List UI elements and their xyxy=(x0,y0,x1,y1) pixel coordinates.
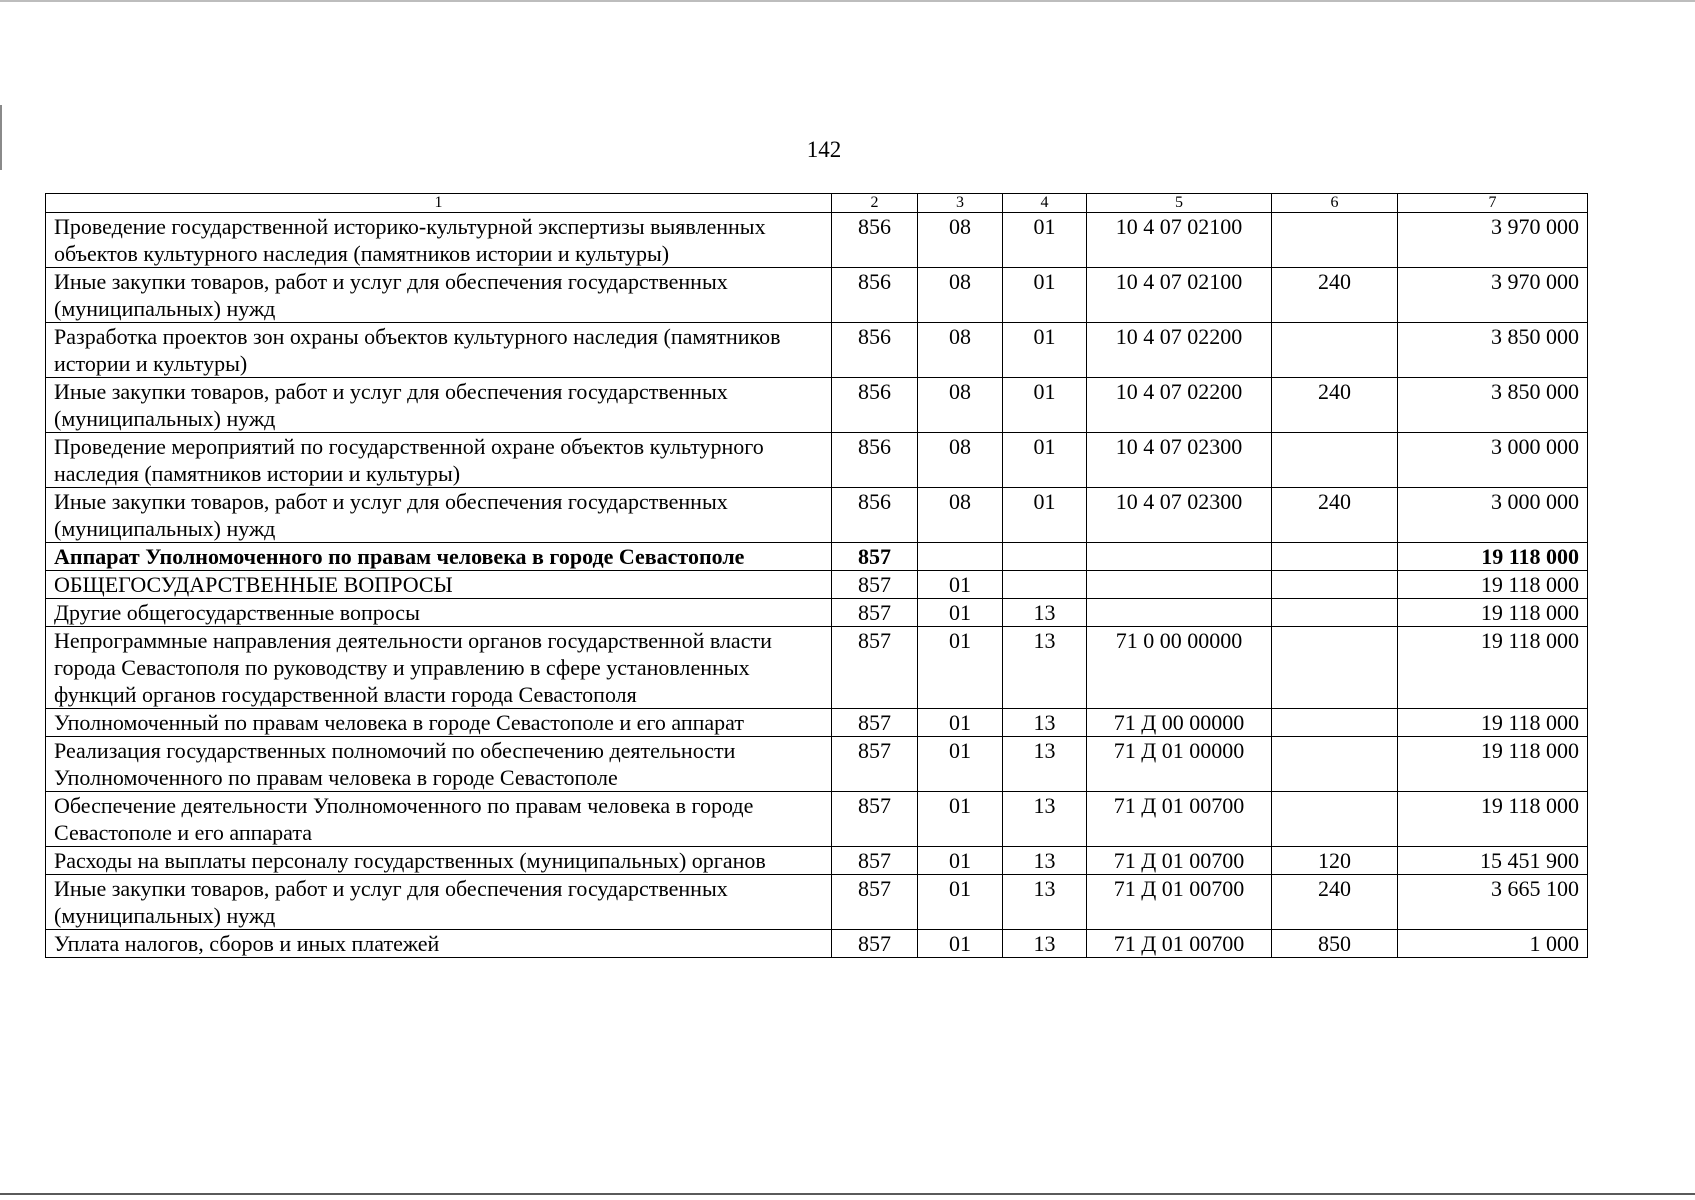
column-header: 3 xyxy=(918,194,1003,213)
subsection-code-cell: 13 xyxy=(1003,875,1087,930)
column-header: 4 xyxy=(1003,194,1087,213)
subsection-code-cell: 13 xyxy=(1003,599,1087,627)
column-header: 1 xyxy=(46,194,832,213)
column-number-row xyxy=(46,194,1588,213)
budget-table xyxy=(45,193,1588,958)
amount-cell: 19 118 000 xyxy=(1398,737,1588,792)
expense-type-cell xyxy=(1272,543,1398,571)
target-article-cell: 71 Д 01 00700 xyxy=(1087,847,1272,875)
row-name-cell: Уплата налогов, сборов и иных платежей xyxy=(46,930,832,958)
amount-cell: 19 118 000 xyxy=(1398,709,1588,737)
column-header: 6 xyxy=(1272,194,1398,213)
ministry-code-cell: 857 xyxy=(832,571,918,599)
amount-cell: 19 118 000 xyxy=(1398,543,1588,571)
column-header: 7 xyxy=(1398,194,1588,213)
row-name-cell: Непрограммные направления деятельности органов государственной власти города Севастополя по руководству и управлению в сфере установленных функций органов государственной власти города Севастополя xyxy=(46,627,832,709)
subsection-code-cell: 01 xyxy=(1003,268,1087,323)
row-name-cell: Иные закупки товаров, работ и услуг для обеспечения государственных (муниципальных) нужд xyxy=(46,378,832,433)
target-article-cell: 10 4 07 02300 xyxy=(1087,433,1272,488)
expense-type-cell: 850 xyxy=(1272,930,1398,958)
target-article-cell: 71 Д 01 00000 xyxy=(1087,737,1272,792)
section-code-cell: 08 xyxy=(918,268,1003,323)
section-code-cell xyxy=(918,543,1003,571)
section-code-cell: 01 xyxy=(918,930,1003,958)
table-body xyxy=(46,213,1588,958)
ministry-code-cell: 857 xyxy=(832,543,918,571)
section-code-cell: 08 xyxy=(918,378,1003,433)
table-row xyxy=(46,213,1588,268)
amount-cell: 3 850 000 xyxy=(1398,323,1588,378)
row-name-cell: Аппарат Уполномоченного по правам человека в городе Севастополе xyxy=(46,543,832,571)
target-article-cell: 10 4 07 02300 xyxy=(1087,488,1272,543)
expense-type-cell: 240 xyxy=(1272,488,1398,543)
target-article-cell: 10 4 07 02100 xyxy=(1087,213,1272,268)
table-row xyxy=(46,488,1588,543)
target-article-cell: 71 Д 01 00700 xyxy=(1087,930,1272,958)
amount-cell: 3 970 000 xyxy=(1398,213,1588,268)
target-article-cell xyxy=(1087,543,1272,571)
amount-cell: 19 118 000 xyxy=(1398,599,1588,627)
ministry-code-cell: 857 xyxy=(832,599,918,627)
row-name-cell: Реализация государственных полномочий по обеспечению деятельности Уполномоченного по правам человека в городе Севастополе xyxy=(46,737,832,792)
row-name-cell: Иные закупки товаров, работ и услуг для обеспечения государственных (муниципальных) нужд xyxy=(46,488,832,543)
amount-cell: 19 118 000 xyxy=(1398,627,1588,709)
ministry-code-cell: 857 xyxy=(832,875,918,930)
expense-type-cell xyxy=(1272,709,1398,737)
subsection-code-cell: 13 xyxy=(1003,930,1087,958)
target-article-cell: 71 0 00 00000 xyxy=(1087,627,1272,709)
column-header: 2 xyxy=(832,194,918,213)
table-row xyxy=(46,323,1588,378)
amount-cell: 3 000 000 xyxy=(1398,433,1588,488)
amount-cell: 3 970 000 xyxy=(1398,268,1588,323)
subsection-code-cell: 01 xyxy=(1003,378,1087,433)
row-name-cell: Разработка проектов зон охраны объектов культурного наследия (памятников истории и культуры) xyxy=(46,323,832,378)
expense-type-cell: 240 xyxy=(1272,875,1398,930)
page-number: 142 xyxy=(806,137,842,162)
target-article-cell: 71 Д 00 00000 xyxy=(1087,709,1272,737)
ministry-code-cell: 857 xyxy=(832,847,918,875)
amount-cell: 3 850 000 xyxy=(1398,378,1588,433)
expense-type-cell xyxy=(1272,792,1398,847)
amount-cell: 19 118 000 xyxy=(1398,571,1588,599)
table-row xyxy=(46,930,1588,958)
table-row xyxy=(46,543,1588,571)
section-code-cell: 08 xyxy=(918,488,1003,543)
target-article-cell xyxy=(1087,571,1272,599)
expense-type-cell xyxy=(1272,737,1398,792)
target-article-cell: 10 4 07 02100 xyxy=(1087,268,1272,323)
ministry-code-cell: 856 xyxy=(832,378,918,433)
table-row xyxy=(46,571,1588,599)
target-article-cell: 71 Д 01 00700 xyxy=(1087,792,1272,847)
expense-type-cell xyxy=(1272,433,1398,488)
ministry-code-cell: 856 xyxy=(832,433,918,488)
expense-type-cell xyxy=(1272,627,1398,709)
row-name-cell: Обеспечение деятельности Уполномоченного по правам человека в городе Севастополе и его аппарата xyxy=(46,792,832,847)
section-code-cell: 01 xyxy=(918,571,1003,599)
row-name-cell: Иные закупки товаров, работ и услуг для обеспечения государственных (муниципальных) нужд xyxy=(46,875,832,930)
table-row xyxy=(46,599,1588,627)
section-code-cell: 01 xyxy=(918,627,1003,709)
subsection-code-cell: 13 xyxy=(1003,709,1087,737)
target-article-cell xyxy=(1087,599,1272,627)
expense-type-cell xyxy=(1272,599,1398,627)
table-row xyxy=(46,875,1588,930)
ministry-code-cell: 856 xyxy=(832,268,918,323)
section-code-cell: 01 xyxy=(918,875,1003,930)
subsection-code-cell xyxy=(1003,571,1087,599)
ministry-code-cell: 857 xyxy=(832,792,918,847)
row-name-cell: ОБЩЕГОСУДАРСТВЕННЫЕ ВОПРОСЫ xyxy=(46,571,832,599)
budget-table-container xyxy=(45,193,1587,958)
amount-cell: 3 665 100 xyxy=(1398,875,1588,930)
amount-cell: 1 000 xyxy=(1398,930,1588,958)
row-name-cell: Проведение государственной историко-культурной экспертизы выявленных объектов культурного наследия (памятников истории и культуры) xyxy=(46,213,832,268)
subsection-code-cell: 01 xyxy=(1003,323,1087,378)
section-code-cell: 01 xyxy=(918,599,1003,627)
expense-type-cell xyxy=(1272,571,1398,599)
table-row xyxy=(46,792,1588,847)
ministry-code-cell: 856 xyxy=(832,213,918,268)
table-row xyxy=(46,378,1588,433)
table-row xyxy=(46,433,1588,488)
table-row xyxy=(46,627,1588,709)
subsection-code-cell xyxy=(1003,543,1087,571)
subsection-code-cell: 01 xyxy=(1003,433,1087,488)
section-code-cell: 01 xyxy=(918,792,1003,847)
row-name-cell: Проведение мероприятий по государственной охране объектов культурного наследия (памятников истории и культуры) xyxy=(46,433,832,488)
target-article-cell: 10 4 07 02200 xyxy=(1087,378,1272,433)
subsection-code-cell: 13 xyxy=(1003,847,1087,875)
expense-type-cell: 240 xyxy=(1272,268,1398,323)
subsection-code-cell: 13 xyxy=(1003,627,1087,709)
section-code-cell: 08 xyxy=(918,433,1003,488)
row-name-cell: Иные закупки товаров, работ и услуг для обеспечения государственных (муниципальных) нужд xyxy=(46,268,832,323)
row-name-cell: Расходы на выплаты персоналу государственных (муниципальных) органов xyxy=(46,847,832,875)
expense-type-cell: 120 xyxy=(1272,847,1398,875)
section-code-cell: 01 xyxy=(918,737,1003,792)
table-row xyxy=(46,709,1588,737)
expense-type-cell xyxy=(1272,323,1398,378)
ministry-code-cell: 857 xyxy=(832,930,918,958)
target-article-cell: 71 Д 01 00700 xyxy=(1087,875,1272,930)
row-name-cell: Другие общегосударственные вопросы xyxy=(46,599,832,627)
scan-border-top xyxy=(0,0,1695,2)
expense-type-cell xyxy=(1272,213,1398,268)
section-code-cell: 01 xyxy=(918,709,1003,737)
scan-border-bottom xyxy=(0,1193,1695,1195)
table-row xyxy=(46,847,1588,875)
subsection-code-cell: 01 xyxy=(1003,213,1087,268)
amount-cell: 3 000 000 xyxy=(1398,488,1588,543)
section-code-cell: 01 xyxy=(918,847,1003,875)
ministry-code-cell: 857 xyxy=(832,627,918,709)
ministry-code-cell: 856 xyxy=(832,323,918,378)
ministry-code-cell: 856 xyxy=(832,488,918,543)
row-name-cell: Уполномоченный по правам человека в городе Севастополе и его аппарат xyxy=(46,709,832,737)
section-code-cell: 08 xyxy=(918,213,1003,268)
table-row xyxy=(46,737,1588,792)
ministry-code-cell: 857 xyxy=(832,737,918,792)
target-article-cell: 10 4 07 02200 xyxy=(1087,323,1272,378)
column-header: 5 xyxy=(1087,194,1272,213)
amount-cell: 15 451 900 xyxy=(1398,847,1588,875)
subsection-code-cell: 01 xyxy=(1003,488,1087,543)
subsection-code-cell: 13 xyxy=(1003,792,1087,847)
subsection-code-cell: 13 xyxy=(1003,737,1087,792)
ministry-code-cell: 857 xyxy=(832,709,918,737)
amount-cell: 19 118 000 xyxy=(1398,792,1588,847)
expense-type-cell: 240 xyxy=(1272,378,1398,433)
table-row xyxy=(46,268,1588,323)
section-code-cell: 08 xyxy=(918,323,1003,378)
